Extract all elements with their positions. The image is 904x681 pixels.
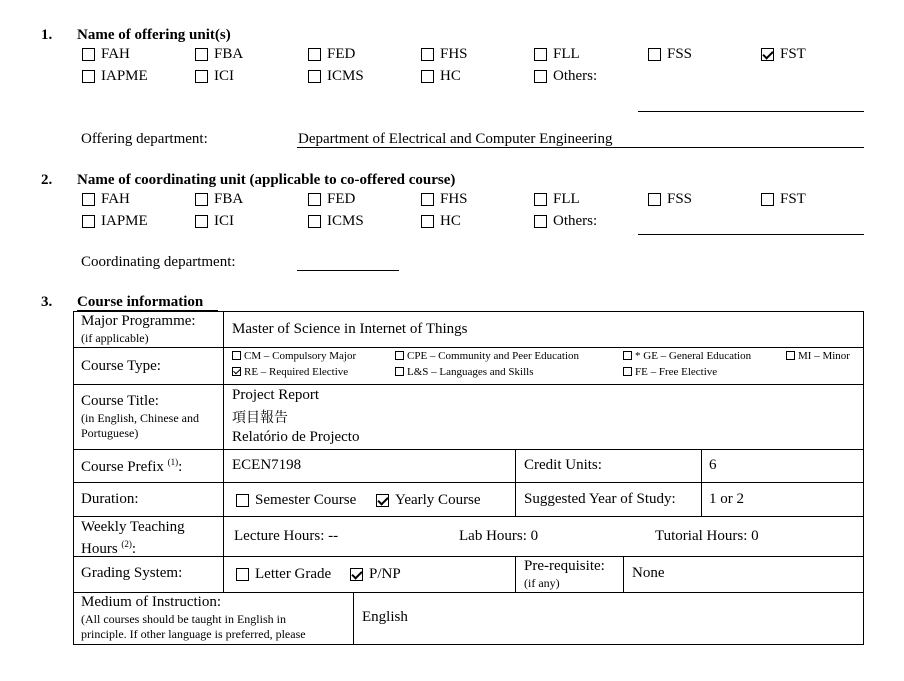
checkbox-label: FST [780,191,806,207]
checkbox-label: HC [440,213,461,229]
checkbox-label: FLL [553,46,580,62]
checkbox-icon [761,193,774,206]
checkbox-label: FST [780,46,806,62]
checkbox-label: IAPME [101,68,148,84]
checkbox-label: FSS [667,191,693,207]
course-type-option[interactable] [395,366,534,378]
checkbox-icon [534,48,547,61]
offering-unit-fah-checkbox[interactable] [82,46,130,63]
checkbox-icon [421,193,434,206]
checkbox-label: FED [327,191,356,207]
coordinating-unit-others-checkbox[interactable] [534,213,597,230]
semester-course-checkbox[interactable]: Semester Course [236,492,356,509]
others-input-line-2[interactable] [638,234,864,235]
footnote-2: (2) [121,539,132,549]
course-type-label: Course Type: [81,358,161,374]
coordinating-unit-icms-checkbox[interactable] [308,213,364,230]
others-input-line[interactable] [638,111,864,112]
course-type-label: FE – Free Elective [635,366,718,378]
coordinating-unit-fba-checkbox[interactable] [195,191,243,208]
yearly-course-checkbox[interactable]: Yearly Course [376,492,481,509]
course-type-label: MI – Minor [798,350,850,362]
coordinating-unit-hc-checkbox[interactable] [421,213,461,230]
checkbox-label: Others: [553,213,598,229]
offering-unit-fss-checkbox[interactable] [648,46,692,63]
prerequisite-label: Pre-requisite: [524,558,605,574]
coordinating-unit-fst-checkbox[interactable] [761,191,806,208]
offering-department-value[interactable]: Department of Electrical and Computer Engineering [298,131,613,147]
offering-unit-ici-checkbox[interactable] [195,68,234,85]
checkbox-icon [232,367,241,376]
course-type-option[interactable] [395,350,579,362]
major-programme-value[interactable]: Master of Science in Internet of Things [232,321,468,337]
checkbox-label: IAPME [101,213,148,229]
prerequisite-value[interactable]: None [632,565,665,581]
weekly-hours-label: Weekly Teaching Hours $^{(2)}$: [81,519,185,557]
checkbox-icon [421,70,434,83]
checkbox-label: FAH [101,191,130,207]
checkbox-icon [648,193,661,206]
checkbox-icon [395,351,404,360]
checkbox-icon [82,215,95,228]
checkbox-label: FHS [440,191,468,207]
coordinating-unit-ici-checkbox[interactable] [195,213,234,230]
checkbox-icon [395,367,404,376]
medium-label: Medium of Instruction: [81,594,221,610]
checkbox-icon [308,70,321,83]
checkbox-icon [623,367,632,376]
offering-unit-fll-checkbox[interactable] [534,46,580,63]
course-title-label: Course Title: [81,393,159,409]
section-3-title: Course information [77,294,204,310]
checkbox-icon [761,48,774,61]
footnote-1: (1) [167,457,179,467]
course-title-chinese[interactable]: 項目報告 [232,410,288,426]
course-type-option[interactable] [623,366,717,378]
checkbox-icon [82,48,95,61]
offering-unit-fst-checkbox[interactable] [761,46,806,63]
checkbox-label: FLL [553,191,580,207]
checkbox-label: ICMS [327,68,364,84]
checkbox-label: FAH [101,46,130,62]
checkbox-icon [786,351,795,360]
checkbox-label: Others: [553,68,598,84]
checkbox-label: FBA [214,191,244,207]
checkbox-icon [648,48,661,61]
letter-grade-checkbox[interactable]: Letter Grade [236,566,331,583]
section-1-title: Name of offering unit(s) [77,27,231,43]
offering-unit-icms-checkbox[interactable] [308,68,364,85]
course-type-label: RE – Required Elective [244,366,349,378]
course-type-option[interactable] [232,366,348,378]
coordinating-department-label: Coordinating department: [81,254,236,270]
checkbox-icon [232,351,241,360]
medium-note-line-2: principle. If other language is preferred, please [81,627,306,641]
checkbox-icon [421,215,434,228]
section-1-number: 1. [41,27,53,43]
coordinating-unit-fll-checkbox[interactable] [534,191,580,208]
checkbox-icon [82,70,95,83]
course-type-option[interactable] [623,350,751,362]
checkbox-icon [308,193,321,206]
course-type-label: * GE – General Education [635,350,752,362]
coordinating-unit-fed-checkbox[interactable] [308,191,355,208]
duration-label: Duration: [81,491,139,507]
lecture-hours[interactable]: Lecture Hours: -- [234,528,339,544]
checkbox-label: ICMS [327,213,364,229]
tutorial-hours[interactable]: Tutorial Hours: 0 [655,528,759,544]
coordinating-unit-fss-checkbox[interactable] [648,191,692,208]
course-type-option[interactable] [786,350,850,362]
checkbox-icon [82,193,95,206]
checkbox-icon [623,351,632,360]
checkbox-icon [195,193,208,206]
checkbox-icon [421,48,434,61]
checkbox-icon [308,215,321,228]
credit-units-label: Credit Units: [524,457,602,473]
offering-unit-fed-checkbox[interactable] [308,46,355,63]
checkbox-label: FSS [667,46,693,62]
coordinating-department-field[interactable] [297,270,399,271]
checkbox-label: FED [327,46,356,62]
major-programme-note: (if applicable) [81,331,149,345]
checkbox-label: FBA [214,46,244,62]
checkbox-label: ICI [214,213,234,229]
course-prefix-value[interactable]: ECEN7198 [232,457,302,473]
major-programme-label: Major Programme: [81,313,196,329]
suggested-year-value[interactable]: 1 or 2 [709,491,744,507]
pnp-checkbox[interactable]: P/NP [350,566,401,583]
course-title-english[interactable]: Project Report [232,387,320,403]
checkbox-icon [195,48,208,61]
credit-units-value[interactable]: 6 [709,457,717,473]
coordinating-unit-fah-checkbox[interactable] [82,191,130,208]
checkbox-icon [534,193,547,206]
checkbox-label: ICI [214,68,234,84]
checkbox-label: FHS [440,46,468,62]
course-type-label: L&S – Languages and Skills [407,366,534,378]
checkbox-icon [195,70,208,83]
coordinating-unit-fhs-checkbox[interactable] [421,191,468,208]
course-type-option[interactable] [232,350,356,362]
offering-unit-fba-checkbox[interactable] [195,46,243,63]
checkbox-label: HC [440,68,461,84]
course-type-label: CM – Compulsory Major [244,350,357,362]
section-3-number: 3. [41,294,53,310]
coordinating-unit-iapme-checkbox[interactable] [82,213,148,230]
offering-department-underline [297,147,864,148]
offering-unit-iapme-checkbox[interactable] [82,68,148,85]
medium-note-line-1: (All courses should be taught in English in [81,612,286,626]
offering-unit-fhs-checkbox[interactable] [421,46,468,63]
checkbox-icon [534,70,547,83]
course-title-note: (in English, Chinese and Portuguese) [81,411,199,440]
offering-unit-others-checkbox[interactable] [534,68,597,85]
section-2-number: 2. [41,172,53,188]
course-prefix-label: Course Prefix $^{(1)}$: [81,457,183,475]
medium-value[interactable]: English [362,609,408,625]
offering-department-label: Offering department: [81,131,208,147]
checkbox-icon [195,215,208,228]
checkbox-icon [308,48,321,61]
course-type-label: CPE – Community and Peer Education [407,350,580,362]
grading-system-label: Grading System: [81,565,183,581]
section-2-title: Name of coordinating unit (applicable to co-offered course) [77,172,456,188]
prerequisite-note: (if any) [524,576,560,590]
lab-hours[interactable]: Lab Hours: 0 [459,528,539,544]
checkbox-icon [534,215,547,228]
course-title-portuguese[interactable]: Relatório de Projecto [232,429,360,445]
suggested-year-label: Suggested Year of Study: [524,491,676,507]
offering-unit-hc-checkbox[interactable] [421,68,461,85]
